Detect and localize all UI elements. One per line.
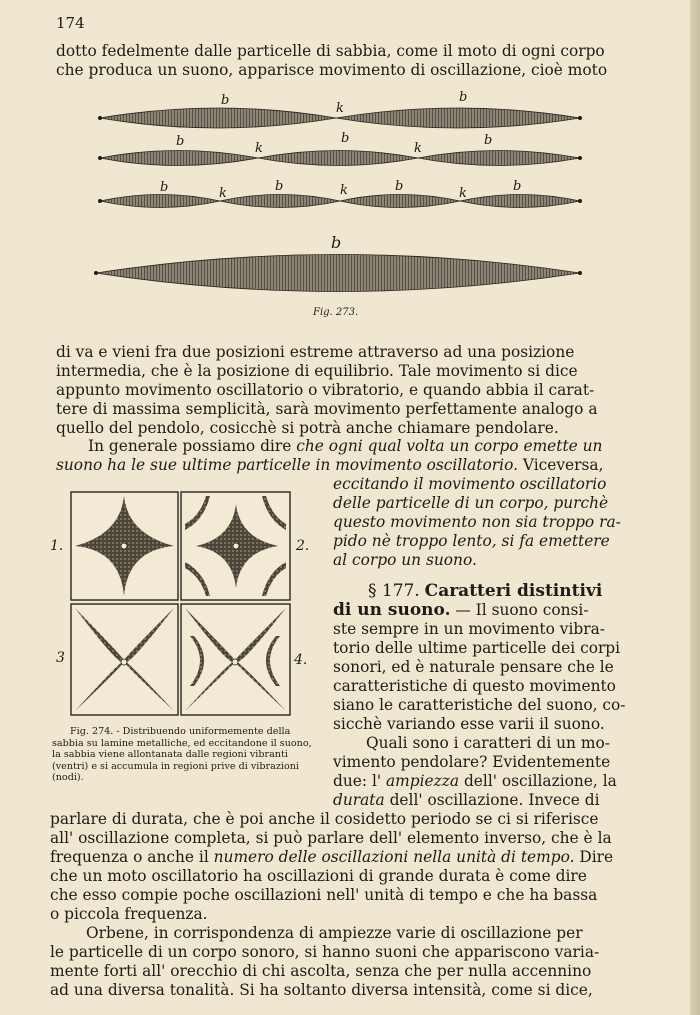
text-line: al corpo un suono. bbox=[333, 551, 477, 569]
string-loop bbox=[258, 151, 418, 166]
text-line: che un moto oscillatorio ha oscillazioni di grande durata è come dire bbox=[50, 867, 587, 885]
text-line: le particelle di un corpo sonoro, si hanno suoni che appariscono varia- bbox=[50, 943, 600, 961]
text-line: caratteristiche di questo movimento bbox=[333, 677, 616, 695]
text-line: eccitando il movimento oscillatorio bbox=[333, 475, 607, 493]
string-loop bbox=[100, 195, 220, 208]
string-loop bbox=[418, 151, 580, 166]
fig-label: b bbox=[341, 131, 350, 146]
fig-label: k bbox=[340, 183, 348, 198]
plate-label: 4. bbox=[294, 652, 308, 668]
string-loop bbox=[460, 195, 580, 208]
plate-label: 2. bbox=[296, 538, 310, 554]
text-line: appunto movimento oscillatorio o vibratorio, e quando abbia il carat- bbox=[56, 381, 595, 399]
text-line: In generale possiamo dire che ogni qual volta un corpo emette un bbox=[88, 437, 603, 455]
text-line: siano le caratteristiche del suono, co- bbox=[333, 696, 626, 714]
page-number: 174 bbox=[56, 14, 85, 32]
text-line: o piccola frequenza. bbox=[50, 905, 208, 923]
text-line: pido nè troppo lento, si fa emettere bbox=[333, 532, 610, 550]
fig-caption: Fig. 273. bbox=[313, 307, 359, 318]
text-line: tere di massima semplicità, sarà movimento perfettamente analogo a bbox=[56, 400, 598, 418]
plate-label: 3 bbox=[56, 650, 65, 666]
text-line: sicchè variando esse varii il suono. bbox=[333, 715, 605, 733]
text-line: all' oscillazione completa, si può parlare dell' elemento inverso, che è la bbox=[50, 829, 612, 847]
text-line: ad una diversa tonalità. Si ha soltanto diversa intensità, come si dice, bbox=[50, 981, 593, 999]
fig-label: k bbox=[336, 101, 344, 116]
text-line: che produca un suono, apparisce movimento di oscillazione, cioè moto bbox=[56, 61, 608, 79]
fig-label: k bbox=[219, 186, 227, 201]
text-line: questo movimento non sia troppo ra- bbox=[333, 513, 621, 531]
string-loop bbox=[100, 151, 258, 166]
text-line: Quali sono i caratteri di un mo- bbox=[366, 734, 610, 752]
fig-label: b bbox=[331, 233, 342, 252]
text-line: suono ha le sue ultime particelle in movimento oscillatorio. Viceversa, bbox=[56, 456, 604, 474]
string-loop bbox=[100, 108, 336, 128]
fig274-caption: Fig. 274. - Distribuendo uniformemente della sabbia su lamine metalliche, ed eccitandone il suono, la sabbia viene allontanata dalle regioni vibranti (ventri) e si accumula in regioni prive di vibrazioni (nodi). bbox=[52, 726, 312, 784]
fig-label: k bbox=[459, 186, 467, 201]
text-line: torio delle ultime particelle dei corpi bbox=[333, 639, 621, 657]
section-heading: § 177. Caratteri distintivi bbox=[368, 581, 603, 601]
text-line: mente forti all' orecchio di chi ascolta, senza che per nulla accennino bbox=[50, 962, 592, 980]
text-line: Orbene, in corrispondenza di ampiezze varie di oscillazione per bbox=[86, 924, 583, 942]
fig-label: b bbox=[176, 134, 185, 149]
text-line: quello del pendolo, cosicchè si potrà anche chiamare pendolare. bbox=[56, 419, 559, 437]
fig-label: b bbox=[395, 179, 404, 194]
string-loop bbox=[340, 195, 460, 208]
fig-label: b bbox=[484, 133, 493, 148]
text-line: delle particelle di un corpo, purchè bbox=[333, 494, 609, 512]
string-loop bbox=[336, 108, 580, 128]
text-line: frequenza o anche il numero delle oscillazioni nella unità di tempo. Dire bbox=[50, 848, 614, 866]
fig-label: b bbox=[221, 93, 230, 108]
text-line: durata dell' oscillazione. Invece di bbox=[333, 791, 600, 809]
fig-label: b bbox=[459, 90, 468, 105]
figure-273 bbox=[0, 80, 700, 318]
fig-label: k bbox=[255, 141, 263, 156]
fig-label: b bbox=[160, 180, 169, 195]
text-line: di un suono. — Il suono consi- bbox=[333, 600, 589, 620]
fig-label: b bbox=[513, 179, 522, 194]
text-line: ste sempre in un movimento vibra- bbox=[333, 620, 605, 638]
fig-label: k bbox=[414, 141, 422, 156]
figure-274 bbox=[40, 486, 330, 722]
text-line: parlare di durata, che è poi anche il cosidetto periodo se ci si riferisce bbox=[50, 810, 599, 828]
text-line: sonori, ed è naturale pensare che le bbox=[333, 658, 614, 676]
text-line: vimento pendolare? Evidentemente bbox=[333, 753, 611, 771]
plate-label: 1. bbox=[50, 538, 64, 554]
string-loop bbox=[220, 195, 340, 208]
fig-label: b bbox=[275, 179, 284, 194]
text-line: che esso compie poche oscillazioni nell' unità di tempo e che ha bassa bbox=[50, 886, 598, 904]
text-line: intermedia, che è la posizione di equilibrio. Tale movimento si dice bbox=[56, 362, 578, 380]
string-loop bbox=[96, 255, 580, 292]
text-line: di va e vieni fra due posizioni estreme attraverso ad una posizione bbox=[56, 343, 575, 361]
text-line: due: l' ampiezza dell' oscillazione, la bbox=[333, 772, 617, 790]
text-line: dotto fedelmente dalle particelle di sabbia, come il moto di ogni corpo bbox=[56, 42, 605, 60]
